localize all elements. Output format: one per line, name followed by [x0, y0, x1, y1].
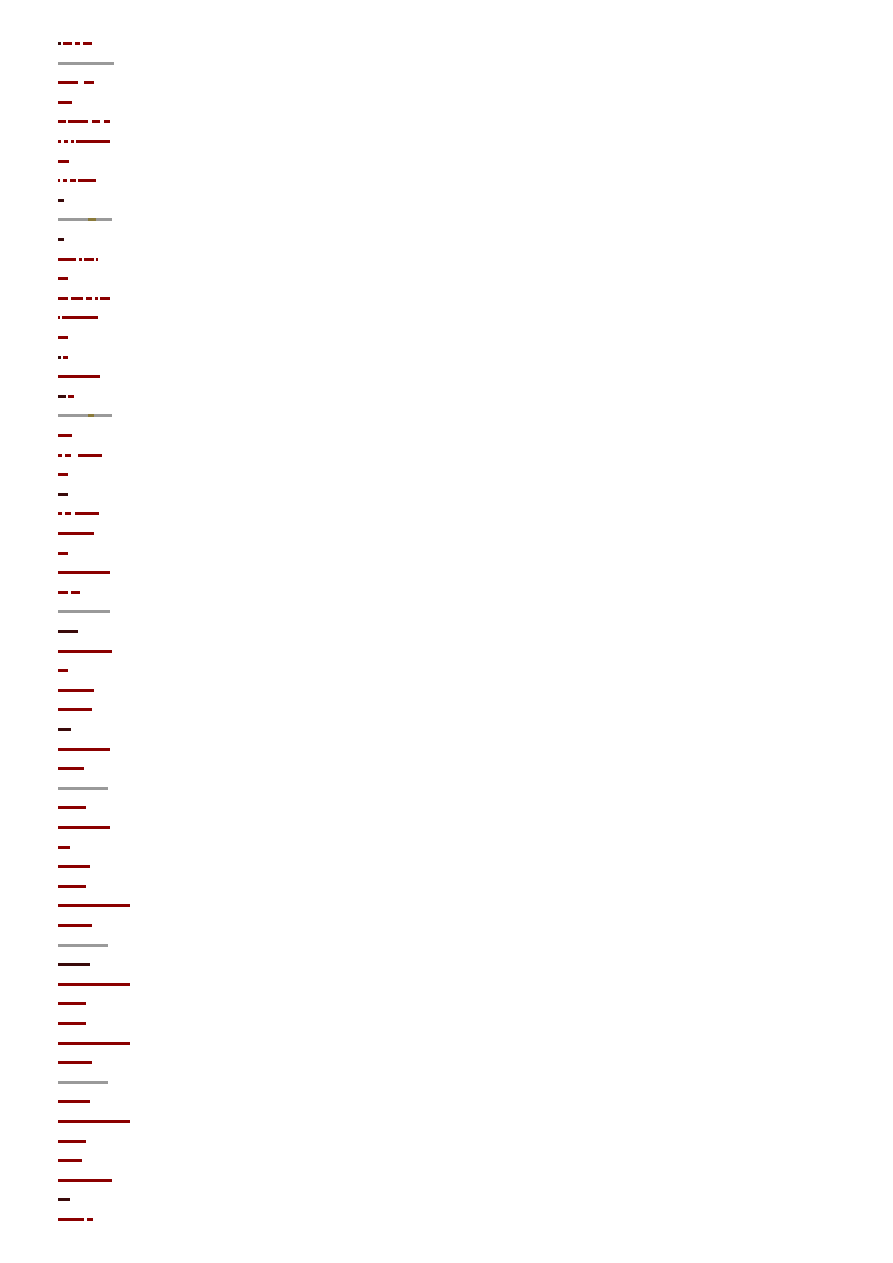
- redacted-segment: [58, 62, 114, 65]
- redacted-segment: [58, 375, 100, 378]
- redacted-segment: [58, 297, 68, 300]
- redacted-segment: [65, 454, 71, 457]
- redacted-segment: [58, 532, 94, 535]
- redacted-segment: [58, 708, 92, 711]
- redacted-segment: [100, 297, 110, 300]
- redacted-segment: [65, 512, 71, 515]
- redacted-segment: [58, 434, 72, 437]
- redacted-segment: [58, 218, 88, 221]
- redacted-segment: [70, 179, 76, 182]
- redacted-segment: [58, 610, 110, 613]
- redacted-segment: [83, 42, 92, 45]
- redacted-segment: [58, 1140, 86, 1143]
- redacted-segment: [58, 238, 64, 241]
- redacted-segment: [95, 297, 98, 300]
- redacted-segment: [58, 1042, 130, 1045]
- redacted-segment: [58, 963, 90, 966]
- redacted-segment: [58, 1081, 108, 1084]
- redacted-segment: [76, 140, 110, 143]
- redacted-segment: [58, 806, 86, 809]
- redacted-segment: [84, 258, 94, 261]
- redacted-segment: [58, 1061, 92, 1064]
- redacted-segment: [58, 140, 61, 143]
- redacted-segment: [64, 140, 68, 143]
- redacted-segment: [58, 356, 61, 359]
- redacted-segment: [58, 81, 78, 84]
- redacted-segment: [88, 218, 96, 221]
- redacted-segment: [58, 885, 86, 888]
- redacted-segment: [58, 473, 68, 476]
- redacted-segment: [75, 512, 99, 515]
- redacted-segment: [58, 1198, 70, 1201]
- redacted-segment: [58, 689, 94, 692]
- redacted-segment: [58, 904, 130, 907]
- redacted-segment: [58, 42, 61, 45]
- redacted-segment: [58, 454, 62, 457]
- redacted-segment: [68, 395, 74, 398]
- redacted-segment: [78, 179, 96, 182]
- redacted-segment: [58, 1100, 90, 1103]
- redacted-segment: [96, 218, 112, 221]
- redacted-segment: [68, 120, 88, 123]
- redacted-segment: [58, 1159, 82, 1162]
- redacted-segment: [92, 120, 100, 123]
- redacted-segment: [58, 1179, 112, 1182]
- redacted-segment: [58, 493, 68, 496]
- redacted-segment: [58, 1002, 86, 1005]
- redacted-segment: [71, 297, 83, 300]
- redacted-segment: [58, 571, 110, 574]
- redacted-segment: [58, 787, 108, 790]
- redacted-segment: [58, 748, 110, 751]
- redacted-segment: [58, 179, 60, 182]
- redacted-segment: [104, 120, 110, 123]
- redacted-segment: [58, 1218, 84, 1221]
- redacted-segment: [96, 258, 98, 261]
- redacted-segment: [58, 630, 78, 633]
- redacted-segment: [58, 512, 62, 515]
- redacted-segment: [71, 140, 74, 143]
- redacted-segment: [58, 846, 70, 849]
- redacted-segment: [58, 650, 112, 653]
- redacted-segment: [86, 297, 92, 300]
- redacted-segment: [58, 199, 64, 202]
- redacted-segment: [58, 924, 92, 927]
- redacted-segment: [58, 414, 88, 417]
- redacted-segment: [58, 277, 68, 280]
- redacted-segment: [71, 591, 80, 594]
- redacted-segment: [62, 316, 98, 319]
- redacted-segment: [94, 414, 112, 417]
- redacted-segment: [58, 669, 68, 672]
- redacted-segment: [58, 983, 130, 986]
- redacted-segment: [58, 944, 108, 947]
- redacted-segment: [58, 336, 68, 339]
- redacted-segment: [58, 101, 72, 104]
- redacted-segment: [63, 356, 68, 359]
- redacted-segment: [75, 42, 80, 45]
- redacted-segment: [58, 395, 66, 398]
- redacted-segment: [58, 552, 68, 555]
- redacted-segment: [58, 1022, 86, 1025]
- redacted-segment: [78, 454, 102, 457]
- redacted-segment: [58, 591, 68, 594]
- redacted-segment: [58, 258, 76, 261]
- redacted-segment: [58, 316, 60, 319]
- redacted-segment: [63, 42, 72, 45]
- redacted-segment: [58, 826, 110, 829]
- redacted-segment: [63, 179, 67, 182]
- redacted-segment: [87, 1218, 93, 1221]
- redacted-segment: [58, 865, 90, 868]
- redacted-segment: [58, 1120, 130, 1123]
- redacted-segment: [58, 767, 84, 770]
- redacted-segment: [84, 81, 94, 84]
- redacted-segment: [58, 160, 69, 163]
- redacted-segment: [58, 120, 66, 123]
- redacted-segment: [79, 258, 82, 261]
- redacted-segment: [58, 728, 71, 731]
